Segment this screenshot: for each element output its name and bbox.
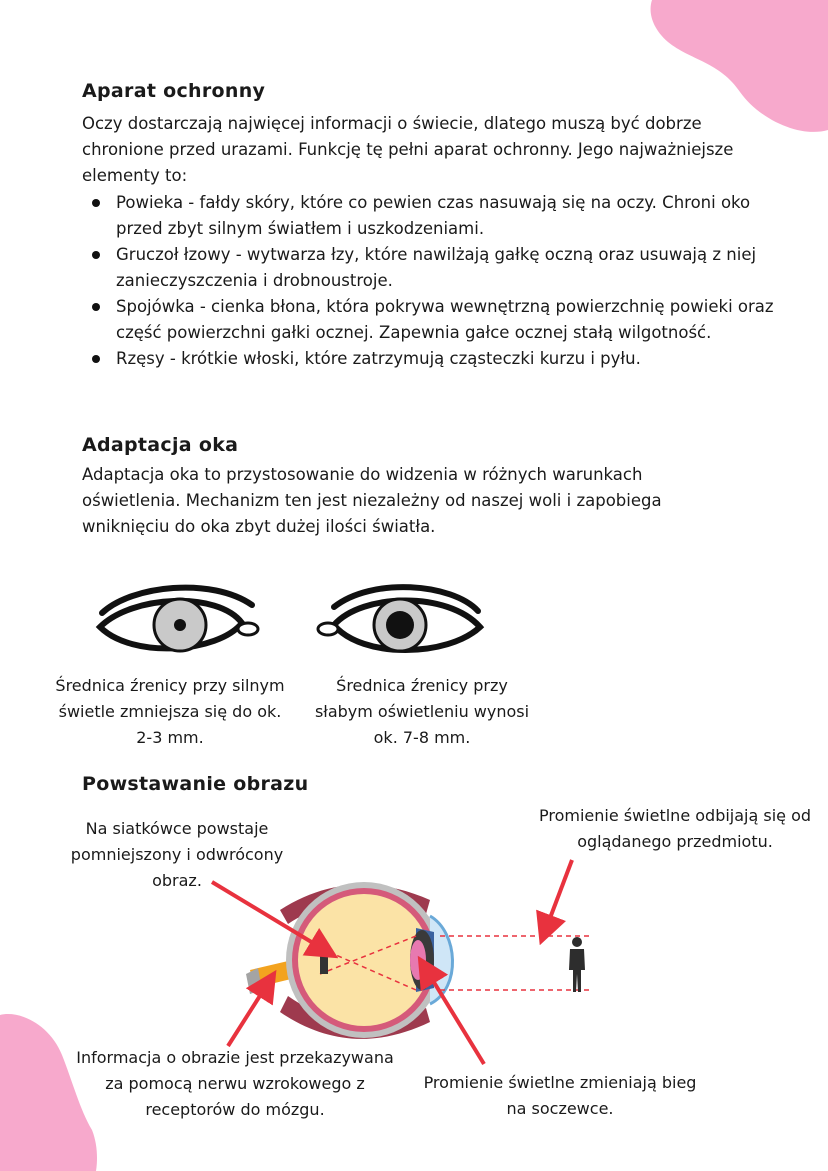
caption-dim-light: Średnica źrenicy przy słabym oświetleniu wynosi ok. 7-8 mm.: [314, 676, 530, 747]
arrow-to-nerve: [228, 980, 270, 1046]
list-item: Rzęsy - krótkie włoski, które zatrzymują cząsteczki kurzu i pyłu.: [116, 346, 796, 372]
adaptation-text: Adaptacja oka to przystosowanie do widzenia w różnych warunkach oświetlenia. Mechanizm ten jest niezależny od naszej woli i zapobiega wniknięciu do oka zbyt dużej ilości światła.: [82, 465, 662, 536]
adaptation-title: Adaptacja oka: [82, 434, 239, 456]
image-formation-title: Powstawanie obrazu: [82, 773, 309, 795]
protective-title: Aparat ochronny: [82, 80, 266, 102]
label-rays-object: Promienie świetlne odbijają się od oglądanego przedmiotu.: [538, 806, 812, 851]
label-lens: Promienie świetlne zmieniają bieg na soczewce.: [423, 1073, 697, 1118]
list-item: Spojówka - cienka błona, która pokrywa wewnętrzną powierzchnię powieki oraz część powierzchni gałki ocznej. Zapewnia gałce ocznej stałą wilgotność.: [116, 294, 796, 346]
label-retina: Na siatkówce powstaje pomniejszony i odwrócony obraz.: [70, 819, 284, 890]
list-item: Gruczoł łzowy - wytwarza łzy, które nawilżają gałkę oczną oraz usuwają z niej zanieczyszczenia i drobnoustroje.: [116, 242, 796, 294]
label-nerve: Informacja o obrazie jest przekazywana za pomocą nerwu wzrokowego z receptorów do mózgu.: [76, 1048, 394, 1119]
caption-bright-light: Średnica źrenicy przy silnym świetle zmniejsza się do ok. 2-3 mm.: [55, 676, 285, 747]
protective-intro: Oczy dostarczają najwięcej informacji o świecie, dlatego muszą być dobrze chronione przed urazami. Funkcję tę pełni aparat ochronny. Jego najważniejsze elementy to:: [82, 114, 734, 185]
arrow-to-retina: [212, 882, 328, 952]
arrow-to-rays: [544, 860, 572, 934]
arrow-to-lens: [424, 966, 484, 1064]
list-item: Powieka - fałdy skóry, które co pewien czas nasuwają się na oczy. Chroni oko przed zbyt silnym światłem i uszkodzeniami.: [116, 190, 796, 242]
